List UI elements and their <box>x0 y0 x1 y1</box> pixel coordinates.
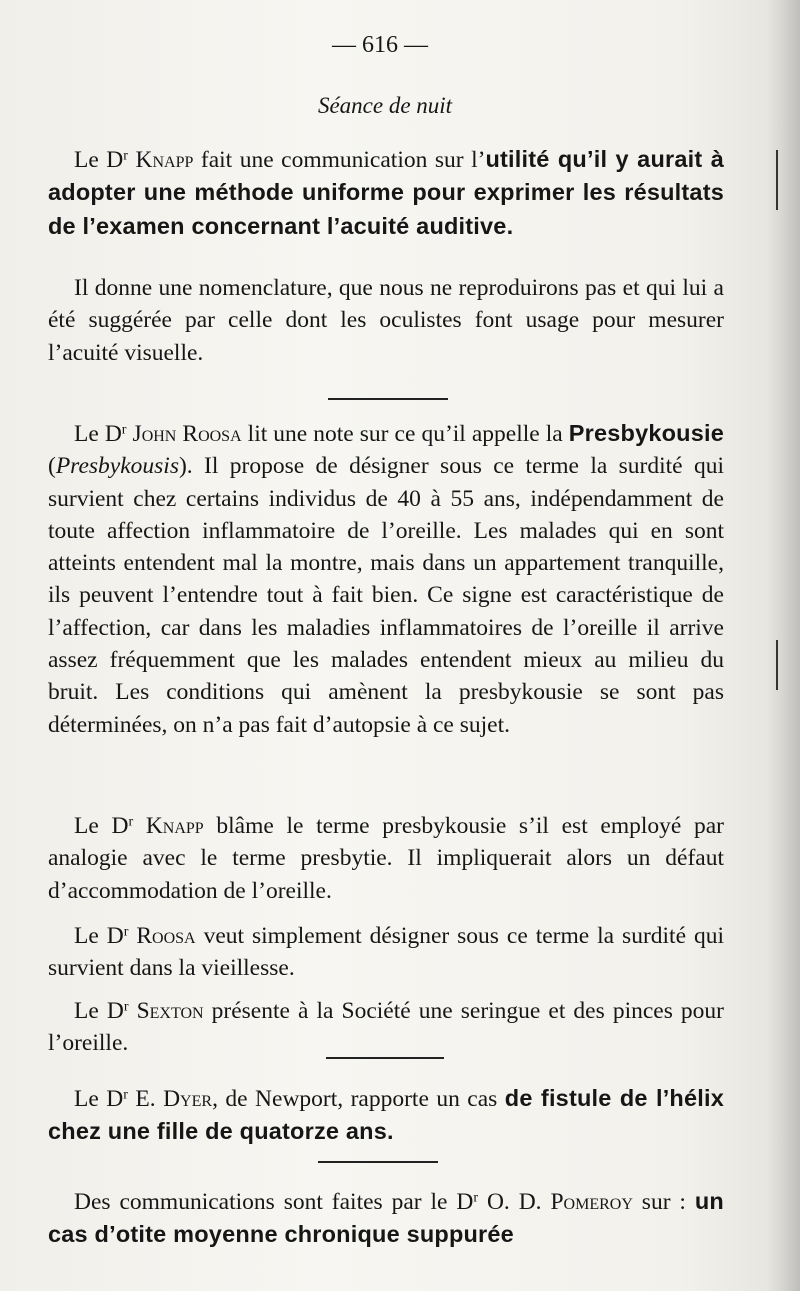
bold-topic: un cas d’otite moyenne chronique suppurée <box>48 1188 724 1248</box>
text: Le D <box>74 998 124 1024</box>
author-name: Roosa <box>136 923 196 949</box>
text: Des communications sont faites par le D <box>74 1189 474 1215</box>
text: Il donne une nomenclature, que nous ne reproduirons pas et qui lui a été suggérée par celle dont les oculistes font usage pour mesurer l’acuité visuelle. <box>48 275 724 366</box>
text: Le D <box>74 813 129 839</box>
text: Le D <box>74 147 124 173</box>
text: , de Newport, rapporte un cas <box>212 1086 505 1112</box>
superscript: r <box>123 1086 128 1103</box>
section-heading: Séance de nuit <box>317 93 453 118</box>
text: E. <box>127 1086 164 1112</box>
text: Le D <box>74 421 122 447</box>
superscript: r <box>123 998 129 1015</box>
text: Le D <box>74 923 124 949</box>
superscript: r <box>473 1189 479 1206</box>
author-name: Knapp <box>135 147 194 173</box>
text: veut simplement désigner sous ce terme la surdité qui survient dans la vieillesse. <box>48 923 724 982</box>
paragraph-sexton <box>48 995 724 1060</box>
bold-topic: de fistule de l’hélix chez une fille de quatorze ans. <box>48 1085 724 1145</box>
paragraph-roosa-presbykousie <box>48 417 724 741</box>
edge-mark <box>776 640 778 690</box>
paragraph-roosa-reply <box>48 920 724 985</box>
page-number: — 616 — <box>332 32 428 58</box>
author-name: Pomeroy <box>550 1189 633 1215</box>
edge-mark <box>776 150 778 210</box>
paragraph-nomenclature <box>48 272 724 369</box>
superscript: r <box>128 813 134 830</box>
text: Le D <box>74 1086 124 1112</box>
superscript: r <box>121 421 127 438</box>
superscript: r <box>123 147 128 164</box>
separator-rule <box>318 1161 438 1163</box>
text: lit une note sur ce qu’il appelle la <box>241 421 569 447</box>
separator-rule <box>328 398 448 400</box>
paragraph-pomeroy <box>48 1185 724 1252</box>
bold-topic: utilité qu’il y aurait à adopter une méthode uniforme pour exprimer les résultats de l’examen concernant l’acuité auditive. <box>48 146 725 239</box>
text: blâme le terme presbykousie s’il est employé par analogie avec le terme presbytie. Il impliquerait alors un défaut d’accommodation de l’oreille. <box>48 813 724 904</box>
author-name: Knapp <box>145 813 204 839</box>
separator-rule <box>326 1057 444 1059</box>
paragraph-dyer <box>48 1082 724 1149</box>
bold-term: Presbykousie <box>568 420 724 446</box>
author-name: Dyer <box>163 1086 213 1112</box>
text: ( <box>48 453 56 480</box>
text: sur : <box>632 1189 695 1215</box>
text: O. D. <box>478 1189 551 1215</box>
author-name: John Roosa <box>132 421 242 447</box>
text: fait une communication sur l’ <box>193 147 486 173</box>
author-name: Sexton <box>136 998 204 1024</box>
italic-term: Presbykousis <box>55 453 179 480</box>
text: présente à la Société une seringue et des pinces pour l’oreille. <box>48 998 724 1057</box>
page-edge-shadow <box>766 0 800 1291</box>
text: ). Il propose de désigner sous ce terme la surdité qui survient chez certains individus de 40 à 55 ans, indépendamment de toute affection inflammatoire de l’oreille. Les malades qui en sont atteints entendent mal la montre, mais dans un appartement tranquille, ils peuvent l’entendre tout à fait bien. Ce signe est caractéristique de l’affection, car dans les maladies inflammatoires de l’oreille il arrive assez fréquemment que les malades entendent mieux au milieu du bruit. Les conditions qui amènent la presbykousie se sont pas déterminées, on n’a pas fait d’autopsie à ce sujet. <box>48 453 724 738</box>
paragraph-knapp-reply <box>48 810 724 907</box>
superscript: r <box>123 923 129 940</box>
paragraph-knapp-communication <box>48 143 724 243</box>
